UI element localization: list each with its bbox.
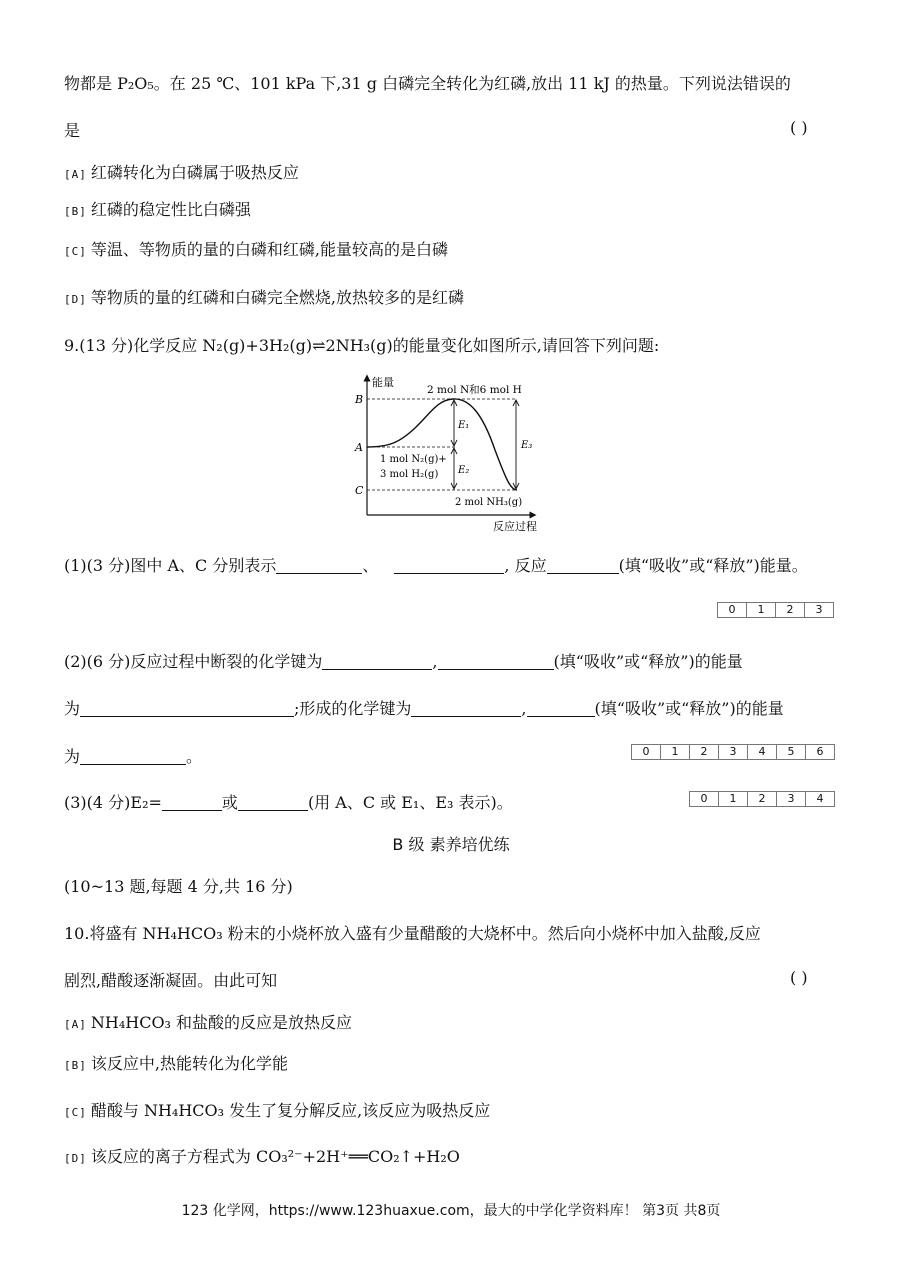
answer-blank[interactable] [322, 653, 432, 670]
option-letter: [B] [64, 205, 87, 218]
x-axis-label: 反应过程 [493, 520, 537, 533]
q9-part2-text-c: 为 [64, 699, 81, 718]
score-cell[interactable]: 3 [718, 745, 747, 759]
q9-part1-text-b: , 反应 [504, 556, 547, 575]
option-letter: [C] [64, 245, 87, 258]
option-text: NH₄HCO₃ 和盐酸的反应是放热反应 [90, 1013, 353, 1032]
q9-part2-text-d: ;形成的化学键为 [294, 699, 412, 718]
option-text: 醋酸与 NH₄HCO₃ 发生了复分解反应,该反应为吸热反应 [90, 1101, 491, 1120]
q8-answer-paren: ( ) [790, 118, 808, 137]
option-text: 红磷的稳定性比白磷强 [90, 200, 251, 219]
option-letter: [D] [64, 1152, 87, 1165]
y-axis-label: 能量 [372, 376, 394, 389]
answer-blank[interactable] [547, 557, 619, 574]
score-cell[interactable]: 1 [660, 745, 689, 759]
score-cell[interactable]: 3 [804, 603, 833, 617]
q10-stem-line1: 10.将盛有 NH₄HCO₃ 粉末的小烧杯放入盛有少量醋酸的大烧杯中。然后向小烧杯中加入盐酸,反应 [64, 924, 761, 943]
option-text: 该反应的离子方程式为 CO₃²⁻+2H⁺══CO₂↑+H₂O [90, 1147, 460, 1166]
score-cell[interactable]: 0 [700, 792, 708, 805]
score-box-part3[interactable] [689, 791, 835, 807]
q9-part2-text-f: (填“吸收”或“释放”)的能量 [594, 699, 784, 718]
q9-part1-text-a: (1)(3 分)图中 A、C 分别表示 [64, 556, 277, 575]
reactant-label-1: 1 mol N₂(g)+ [380, 454, 447, 465]
q10-option-b [64, 1051, 288, 1074]
option-letter: [A] [64, 168, 87, 181]
reactant-label-2: 3 mol H₂(g) [380, 469, 439, 480]
energy-diagram [345, 370, 570, 535]
q9-part3-text-b: 或 [221, 793, 238, 812]
q9-part3-text-c: (用 A、C 或 E₁、E₃ 表示)。 [307, 793, 513, 812]
e2-label: E₂ [458, 465, 470, 476]
answer-blank[interactable] [276, 557, 362, 574]
score-cell[interactable]: 5 [776, 745, 805, 759]
option-text: 等物质的量的红磷和白磷完全燃烧,放热较多的是红磷 [90, 288, 464, 307]
score-cell[interactable]: 4 [805, 792, 834, 806]
q8-stem-line1: 物都是 P₂O₅。在 25 ℃、101 kPa 下,31 g 白磷完全转化为红磷,放出 11 kJ 的热量。下列说法错误的 [64, 74, 791, 93]
score-cell[interactable]: 4 [747, 745, 776, 759]
answer-blank[interactable] [238, 794, 308, 811]
q10-option-c [64, 1098, 490, 1121]
score-cell[interactable]: 0 [728, 603, 736, 616]
q9-part2-sep2: , [521, 699, 527, 718]
answer-blank[interactable] [394, 557, 504, 574]
q10-option-a [64, 1010, 352, 1033]
section-b-title: B 级 素养培优练 [392, 835, 510, 854]
answer-blank[interactable] [411, 700, 521, 717]
score-box-part1[interactable] [717, 602, 834, 618]
option-letter: [B] [64, 1059, 87, 1072]
e1-label: E₁ [458, 420, 470, 431]
product-label: 2 mol NH₃(g) [455, 497, 523, 508]
answer-blank[interactable] [162, 794, 222, 811]
option-text: 红磷转化为白磷属于吸热反应 [90, 163, 299, 182]
answer-blank[interactable] [80, 748, 186, 765]
option-letter: [D] [64, 293, 87, 306]
option-letter: [A] [64, 1018, 87, 1031]
q9-part3-text-a: (3)(4 分)E₂= [64, 793, 162, 812]
q9-part2-line2 [64, 696, 784, 719]
score-cell[interactable]: 2 [747, 792, 776, 806]
score-box-part2[interactable] [631, 744, 835, 760]
score-cell[interactable]: 1 [746, 603, 775, 617]
q9-part2-text-h: 。 [186, 747, 203, 766]
q10-option-d [64, 1144, 460, 1167]
page-footer: 123 化学网，https://www.123huaxue.com，最大的中学化学资料库！ 第3页 共8页 [181, 1203, 721, 1219]
q9-stem: 9.(13 分)化学反应 N₂(g)+3H₂(g)⇌2NH₃(g)的能量变化如图所示,请回答下列问题: [64, 336, 660, 355]
q9-part1-text-c: (填“吸收”或“释放”)能量。 [618, 556, 808, 575]
q8-option-c [64, 237, 448, 260]
level-c-label: C [355, 484, 364, 497]
answer-blank[interactable] [527, 700, 595, 717]
q8-option-a [64, 160, 299, 183]
q9-part3 [64, 790, 513, 813]
q9-part2-text-a: (2)(6 分)反应过程中断裂的化学键为 [64, 652, 323, 671]
q9-part2-text-g: 为 [64, 747, 81, 766]
score-cell[interactable]: 1 [718, 792, 747, 806]
q9-part1-sep: 、 [362, 556, 379, 575]
e3-label: E₃ [521, 440, 533, 451]
level-b-label: B [355, 393, 364, 406]
q9-part2-line1 [64, 649, 743, 672]
level-a-label: A [355, 441, 363, 454]
option-letter: [C] [64, 1106, 87, 1119]
q10-answer-paren: ( ) [790, 968, 808, 987]
q8-stem-line2: 是 [64, 121, 81, 140]
top-state-label: 2 mol N和6 mol H [427, 384, 522, 396]
section-b-note: (10~13 题,每题 4 分,共 16 分) [64, 877, 293, 896]
q8-option-d [64, 285, 464, 308]
score-cell[interactable]: 0 [642, 745, 650, 758]
q10-stem-line2: 剧烈,醋酸逐渐凝固。由此可知 [64, 971, 278, 990]
option-text: 等温、等物质的量的白磷和红磷,能量较高的是白磷 [90, 240, 448, 259]
score-cell[interactable]: 2 [775, 603, 804, 617]
q9-part2-line3 [64, 744, 202, 767]
q9-part1 [64, 553, 808, 576]
q9-part2-text-b: (填“吸收”或“释放”)的能量 [553, 652, 743, 671]
q8-option-b [64, 197, 251, 220]
score-cell[interactable]: 6 [805, 745, 834, 759]
option-text: 该反应中,热能转化为化学能 [90, 1054, 288, 1073]
q9-part2-sep: , [432, 652, 438, 671]
score-cell[interactable]: 3 [776, 792, 805, 806]
answer-blank[interactable] [438, 653, 554, 670]
answer-blank[interactable] [80, 700, 294, 717]
score-cell[interactable]: 2 [689, 745, 718, 759]
